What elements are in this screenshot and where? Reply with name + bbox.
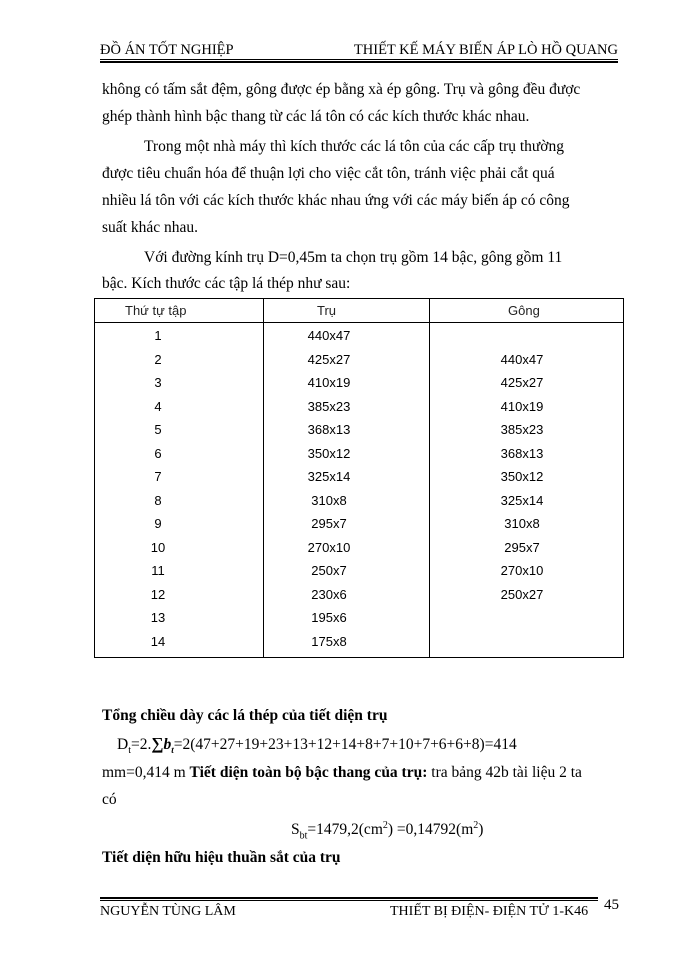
table-cell-core: 410x19 <box>307 375 351 390</box>
table-header-order: Thứ tự tập <box>125 303 187 318</box>
table-cell-order: 2 <box>154 351 162 367</box>
header-right-title: THIẾT KẾ MÁY BIẾN ÁP LÒ HỒ QUANG <box>353 42 618 58</box>
table-cell-yoke: 270x10 <box>500 563 544 578</box>
formula-dt-rest: =2(47+27+19+23+13+12+14+8+7+10+7+6+6+8)=414 <box>173 736 517 753</box>
table-cell-core: 385x23 <box>307 398 351 414</box>
formula-sbt-subscript: bt <box>299 830 308 842</box>
paragraph-1-line-2: ghép thành hình bậc thang từ các lá tôn có các kích thước khác nhau. <box>102 108 530 125</box>
header-left-title: ĐỒ ÁN TỐT NGHIỆP <box>100 42 234 58</box>
table-cell-core: 250x7 <box>311 563 347 578</box>
paragraph-2-line-2: được tiêu chuẩn hóa để thuận lợi cho việc cắt tôn, tránh việc phải cắt quá <box>102 165 555 182</box>
header-rule <box>100 59 618 60</box>
formula-dt-symbol: D <box>117 736 129 753</box>
table-cell-core: 368x13 <box>307 422 351 437</box>
table-cell-yoke: 325x14 <box>500 492 544 508</box>
footer-rule <box>100 900 598 901</box>
footer-author: NGUYỄN TÙNG LÂM <box>100 904 236 919</box>
formula-sbt-symbol: S <box>291 821 300 839</box>
formula-sbt-exponent-2: 2 <box>473 820 479 831</box>
footer-department: THIẾT BỊ ĐIỆN- ĐIỆN TỬ 1-K46 <box>390 904 589 919</box>
table-cell-order: 11 <box>151 563 165 578</box>
paragraph-3-line-2: bậc. Kích thước các tập lá thép như sau: <box>102 275 351 292</box>
table-cell-core: 230x6 <box>311 586 347 602</box>
paragraph-2-line-4: suất khác nhau. <box>102 219 198 236</box>
table-cell-core: 425x27 <box>307 351 351 367</box>
formula-b-symbol: b <box>163 736 172 753</box>
table-cell-order: 3 <box>154 375 162 390</box>
table-cell-core: 440x47 <box>307 328 351 343</box>
section-heading-step-area: Tiết diện toàn bộ bậc thang của trụ: <box>189 764 428 781</box>
formula-sbt-exponent-1: 2 <box>382 820 388 831</box>
paragraph-2-line-3: nhiều lá tôn với các kích thước khác nhau ứng với các máy biến áp có công <box>102 192 570 209</box>
table-header-core: Trụ <box>317 303 337 318</box>
table-column-divider <box>429 299 430 657</box>
result-mm: mm=0,414 m <box>102 764 190 781</box>
result-line <box>102 764 582 782</box>
table-cell-order: 7 <box>154 469 162 484</box>
formula-dt-subscript: t <box>128 745 131 757</box>
table-cell-yoke: 250x27 <box>500 586 544 602</box>
table-cell-order: 10 <box>150 539 166 555</box>
lamination-size-table <box>94 298 624 658</box>
table-cell-order: 12 <box>150 586 166 602</box>
table-cell-order: 4 <box>154 398 162 414</box>
table-cell-yoke: 295x7 <box>504 539 540 555</box>
table-cell-core: 195x6 <box>311 610 347 625</box>
table-cell-order: 9 <box>154 516 162 531</box>
page-number: 45 <box>604 897 619 913</box>
formula-sbt-close: ) <box>478 821 484 839</box>
table-cell-yoke: 410x19 <box>500 398 544 414</box>
table-cell-core: 350x12 <box>307 445 351 461</box>
page-header <box>100 38 618 60</box>
paragraph-1-line-1: không có tấm sắt đệm, gông được ép bằng xà ép gông. Trụ và gông đều được <box>102 81 581 98</box>
result-line-continued: có <box>102 791 117 808</box>
section-heading-total-thickness: Tổng chiều dày các lá thép của tiết diện trụ <box>102 707 388 724</box>
table-cell-order: 13 <box>150 610 166 625</box>
paragraph-2-line-1: Trong một nhà máy thì kích thước các lá tôn của các cấp trụ thường <box>144 138 565 155</box>
table-cell-core: 325x14 <box>307 469 351 484</box>
table-cell-yoke: 425x27 <box>500 375 544 390</box>
table-cell-yoke: 350x12 <box>500 469 544 484</box>
table-header-divider <box>95 322 623 323</box>
table-cell-yoke: 385x23 <box>500 422 544 437</box>
table-cell-core: 175x8 <box>311 633 347 649</box>
table-cell-order: 8 <box>154 492 162 508</box>
formula-sbt-value-cm: =1479,2(cm <box>307 821 383 839</box>
table-cell-order: 5 <box>154 422 162 437</box>
table-cell-order: 14 <box>150 633 166 649</box>
table-cell-core: 270x10 <box>307 539 351 555</box>
section-heading-effective-area: Tiết diện hữu hiệu thuần sắt của trụ <box>102 849 341 866</box>
result-table-ref: tra bảng 42b tài liệu 2 ta <box>427 764 582 781</box>
formula-b-subscript: t <box>171 745 174 756</box>
header-rule-thick <box>100 61 618 63</box>
formula-dt <box>117 734 517 756</box>
sigma-symbol: ∑ <box>151 734 164 753</box>
formula-sbt-value-m: ) =0,14792(m <box>387 821 474 839</box>
table-cell-order: 1 <box>154 328 162 343</box>
table-header-yoke: Gông <box>508 303 540 318</box>
table-cell-yoke: 368x13 <box>500 445 544 461</box>
table-cell-yoke: 310x8 <box>504 516 540 531</box>
paragraph-3-line-1: Với đường kính trụ D=0,45m ta chọn trụ gồm 14 bậc, gông gồm 11 <box>144 249 563 266</box>
footer-rule-thick <box>100 897 598 899</box>
table-column-divider <box>263 299 264 657</box>
formula-dt-eq: =2. <box>130 736 152 753</box>
table-cell-yoke: 440x47 <box>500 351 544 367</box>
formula-sbt <box>291 820 483 841</box>
table-cell-order: 6 <box>154 445 162 461</box>
table-cell-core: 295x7 <box>311 516 347 531</box>
table-cell-core: 310x8 <box>311 492 347 508</box>
